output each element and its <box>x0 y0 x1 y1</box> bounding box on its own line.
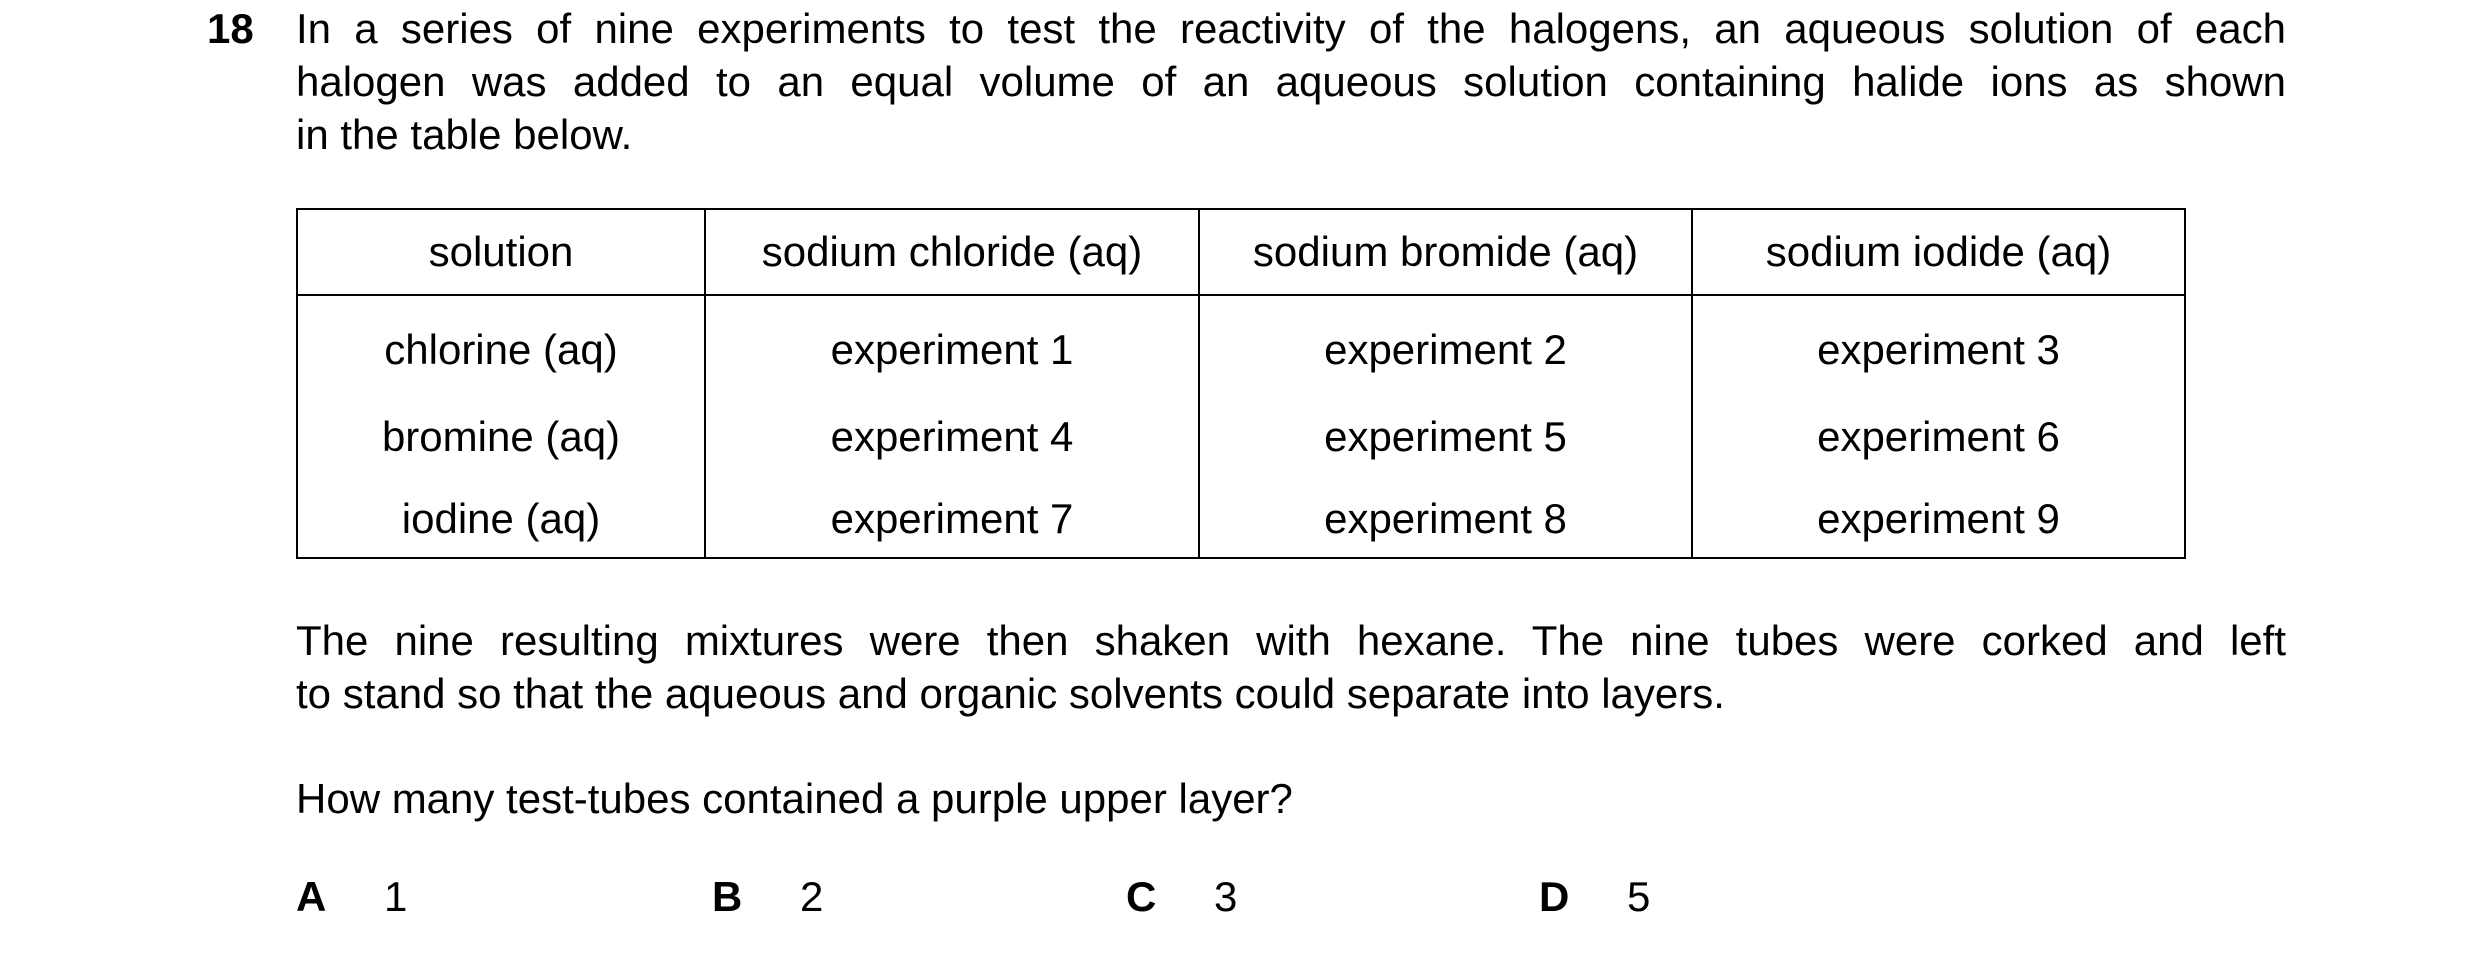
procedure-paragraph <box>296 614 2286 720</box>
option-d-value: 5 <box>1627 873 1651 920</box>
table-cell: experiment 6 <box>1692 393 2185 480</box>
table-header-row <box>297 209 2185 295</box>
option-a-letter: A <box>296 873 327 920</box>
option-c-value: 3 <box>1214 873 1238 920</box>
option-a-value: 1 <box>384 873 408 920</box>
option-c[interactable] <box>1126 870 1237 923</box>
stem-line-3: in the table below. <box>296 111 633 158</box>
table-cell: experiment 4 <box>705 393 1199 480</box>
row-label-chlorine: chlorine (aq) <box>297 295 705 393</box>
question-prompt: How many test-tubes contained a purple upper layer? <box>296 775 1293 822</box>
table-cell: experiment 2 <box>1199 295 1692 393</box>
table-row <box>297 295 2185 393</box>
table-row <box>297 393 2185 480</box>
row-label-bromine: bromine (aq) <box>297 393 705 480</box>
option-b-value: 2 <box>800 873 824 920</box>
option-d[interactable] <box>1539 870 1650 923</box>
stem-line-2: halogen was added to an equal volume of an aqueous solution containing halide ions as shown <box>296 58 2286 105</box>
header-solution: solution <box>297 209 705 295</box>
table-row <box>297 480 2185 558</box>
option-b-letter: B <box>712 873 743 920</box>
header-sodium-iodide: sodium iodide (aq) <box>1692 209 2185 295</box>
paragraph-line-1: The nine resulting mixtures were then shaken with hexane. The nine tubes were corked and left <box>296 617 2286 664</box>
row-label-iodine: iodine (aq) <box>297 480 705 558</box>
question-number: 18 <box>207 5 254 52</box>
table-cell: experiment 3 <box>1692 295 2185 393</box>
option-b[interactable] <box>712 870 823 923</box>
table-cell: experiment 9 <box>1692 480 2185 558</box>
table-cell: experiment 7 <box>705 480 1199 558</box>
table-cell: experiment 1 <box>705 295 1199 393</box>
experiments-table <box>296 208 2186 559</box>
header-sodium-bromide: sodium bromide (aq) <box>1199 209 1692 295</box>
option-a[interactable] <box>296 870 407 923</box>
header-sodium-chloride: sodium chloride (aq) <box>705 209 1199 295</box>
option-d-letter: D <box>1539 873 1570 920</box>
table-cell: experiment 5 <box>1199 393 1692 480</box>
paragraph-line-2: to stand so that the aqueous and organic solvents could separate into layers. <box>296 670 1725 717</box>
stem-line-1: In a series of nine experiments to test the reactivity of the halogens, an aqueous solution of each <box>296 5 2286 52</box>
option-c-letter: C <box>1126 873 1157 920</box>
table-cell: experiment 8 <box>1199 480 1692 558</box>
question-stem <box>296 2 2286 161</box>
